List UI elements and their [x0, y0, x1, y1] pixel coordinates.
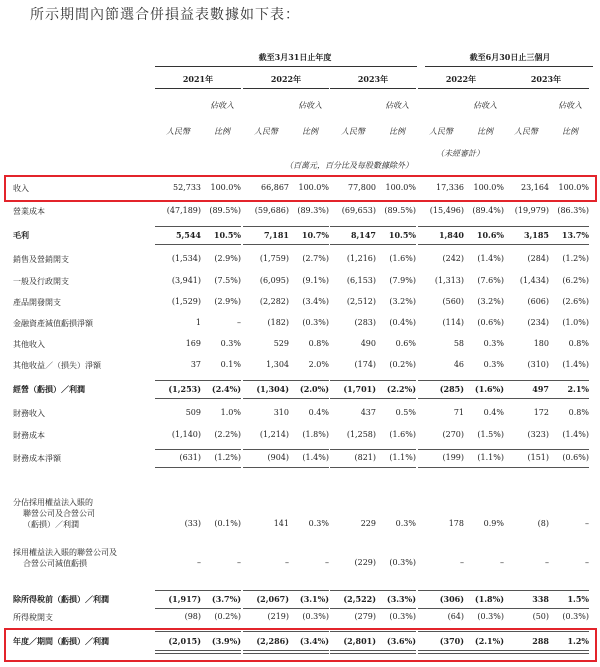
amount-cell: (1,214)	[259, 430, 289, 439]
table-row	[0, 594, 600, 609]
amount-cell: 169	[185, 339, 201, 348]
pct-cell: 100.0%	[473, 183, 504, 192]
pct-cell: (0.3%)	[302, 612, 329, 621]
amount-cell: (904)	[267, 453, 289, 462]
total-rule	[330, 467, 416, 468]
pct-cell: (86.3%)	[557, 206, 589, 215]
amount-cell: (2,512)	[346, 297, 376, 306]
amount-cell: (1,253)	[168, 384, 201, 394]
row-label: 其他收入	[13, 340, 45, 349]
pct-cell: (0.6%)	[562, 453, 589, 462]
total-rule	[503, 590, 589, 591]
total-rule	[243, 449, 329, 450]
table-row	[0, 206, 600, 221]
total-rule	[330, 244, 416, 245]
year-underline	[155, 88, 241, 89]
total-rule	[503, 398, 589, 399]
pct-cell: (1.6%)	[389, 254, 416, 263]
amount-cell: 338	[532, 594, 549, 604]
pct-cell: (2.7%)	[302, 254, 329, 263]
pct-cell: (3.2%)	[477, 297, 504, 306]
amount-cell: (6,095)	[259, 276, 289, 285]
total-rule	[418, 380, 504, 381]
col-header-pct-top: 佔收入	[558, 101, 582, 110]
pct-cell: (3.4%)	[299, 636, 329, 646]
amount-cell: 1	[195, 318, 201, 327]
row-label: 產品開發開支	[13, 298, 61, 307]
amount-cell: (47,189)	[166, 206, 201, 215]
col-header-rmb: 人民幣	[341, 127, 365, 136]
row-label: 採用權益法入賬的聯營公司及 合營公司減值虧損	[13, 548, 117, 568]
pct-cell: 100.0%	[558, 183, 589, 192]
col-header-pct-top: 佔收入	[473, 101, 497, 110]
pct-cell: (1.4%)	[562, 430, 589, 439]
pct-cell: (2.4%)	[211, 384, 241, 394]
amount-cell: 229	[360, 519, 376, 528]
row-label: 財務成本	[13, 431, 45, 440]
pct-cell: (2.1%)	[474, 636, 504, 646]
pct-cell: (1.6%)	[389, 430, 416, 439]
col-header-pct-top: 佔收入	[298, 101, 322, 110]
amount-cell: (1,258)	[346, 430, 376, 439]
row-label: 毛利	[13, 230, 29, 240]
total-rule	[503, 449, 589, 450]
pct-cell: (3.7%)	[211, 594, 241, 604]
pct-cell: –	[325, 558, 329, 567]
pct-cell: 0.9%	[483, 519, 504, 528]
total-rule	[243, 608, 329, 609]
pct-cell: 0.6%	[395, 339, 416, 348]
pct-cell: (0.2%)	[214, 612, 241, 621]
amount-cell: 288	[532, 636, 549, 646]
pct-cell: (0.3%)	[562, 612, 589, 621]
total-rule	[243, 244, 329, 245]
amount-cell: (631)	[179, 453, 201, 462]
pct-cell: 0.5%	[395, 408, 416, 417]
table-row	[0, 318, 600, 333]
total-rule	[243, 590, 329, 591]
total-rule	[155, 467, 241, 468]
amount-cell: (2,067)	[256, 594, 289, 604]
col-header-rmb: 人民幣	[166, 127, 190, 136]
amount-cell: (2,522)	[343, 594, 376, 604]
pct-cell: (7.6%)	[477, 276, 504, 285]
pct-cell: (1.4%)	[477, 254, 504, 263]
pct-cell: (6.2%)	[562, 276, 589, 285]
amount-cell: 8,147	[350, 230, 376, 240]
pct-cell: 10.6%	[476, 230, 504, 240]
pct-cell: (0.1%)	[214, 519, 241, 528]
highlight-profit-row	[4, 628, 597, 662]
total-rule	[503, 380, 589, 381]
pct-cell: (0.3%)	[389, 558, 416, 567]
amount-cell: (69,653)	[341, 206, 376, 215]
amount-cell: (2,286)	[256, 636, 289, 646]
pct-cell: (2.9%)	[214, 297, 241, 306]
highlight-revenue-row	[4, 175, 597, 202]
amount-cell: (2,801)	[343, 636, 376, 646]
total-rule	[330, 449, 416, 450]
amount-cell: (151)	[527, 453, 549, 462]
pct-cell: (0.2%)	[389, 360, 416, 369]
total-rule	[155, 608, 241, 609]
amount-cell: 66,867	[261, 183, 289, 192]
pct-cell: (3.3%)	[386, 594, 416, 604]
amount-cell: (1,917)	[168, 594, 201, 604]
amount-cell: (1,701)	[343, 384, 376, 394]
pct-cell: (89.5%)	[209, 206, 241, 215]
pct-cell: (0.4%)	[389, 318, 416, 327]
pct-cell: 0.3%	[483, 339, 504, 348]
pct-cell: 1.2%	[567, 636, 589, 646]
col-header-rmb: 人民幣	[429, 127, 453, 136]
pct-cell: (7.5%)	[214, 276, 241, 285]
pct-cell: 10.5%	[388, 230, 416, 240]
unit-note: （百萬元，百分比及每股數據除外）	[285, 161, 413, 170]
pct-cell: 0.3%	[308, 519, 329, 528]
total-rule	[503, 244, 589, 245]
amount-cell: 509	[185, 408, 201, 417]
pct-cell: –	[237, 558, 241, 567]
amount-cell: (6,153)	[346, 276, 376, 285]
pct-cell: (0.3%)	[302, 318, 329, 327]
pct-cell: 0.4%	[483, 408, 504, 417]
table-row	[0, 297, 600, 312]
pct-cell: (89.3%)	[297, 206, 329, 215]
amount-cell: 37	[190, 360, 201, 369]
table-row	[0, 254, 600, 269]
row-label: 金融資產減值虧損淨額	[13, 319, 93, 328]
pct-cell: (1.1%)	[389, 453, 416, 462]
table-row	[0, 498, 600, 534]
amount-cell: (2,015)	[168, 636, 201, 646]
amount-cell: (1,434)	[519, 276, 549, 285]
pct-cell: 100.0%	[385, 183, 416, 192]
row-label: 其他收益／（損失）淨額	[13, 361, 101, 370]
col-header-pct-top: 佔收入	[385, 101, 409, 110]
pct-cell: (7.9%)	[389, 276, 416, 285]
pct-cell: (3.6%)	[386, 636, 416, 646]
amount-cell: (270)	[442, 430, 464, 439]
year-underline	[243, 88, 329, 89]
pct-cell: 0.3%	[483, 360, 504, 369]
pct-cell: 1.5%	[567, 594, 589, 604]
row-label: 除所得稅前（虧損）／利潤	[13, 594, 109, 604]
table-row	[0, 453, 600, 468]
amount-cell: 172	[533, 408, 549, 417]
amount-cell: 77,800	[348, 183, 376, 192]
pct-cell: (1.2%)	[562, 254, 589, 263]
pct-cell: (3.1%)	[299, 594, 329, 604]
pct-cell: (2.2%)	[386, 384, 416, 394]
amount-cell: (560)	[442, 297, 464, 306]
year-header: 2023年	[530, 74, 562, 84]
row-label: 一般及行政開支	[13, 277, 69, 286]
total-rule	[330, 398, 416, 399]
total-rule	[418, 449, 504, 450]
pct-cell: (1.1%)	[477, 453, 504, 462]
pct-cell: –	[585, 558, 589, 567]
amount-cell: (1,313)	[434, 276, 464, 285]
amount-cell: 58	[453, 339, 464, 348]
pct-cell: (2.9%)	[214, 254, 241, 263]
total-rule	[418, 226, 504, 227]
pct-cell: 0.8%	[308, 339, 329, 348]
row-label: 營業成本	[13, 207, 45, 216]
amount-cell: 17,336	[436, 183, 464, 192]
col-header-pct-bottom: 比例	[477, 127, 493, 136]
amount-cell: (1,529)	[171, 297, 201, 306]
amount-cell: 1,840	[438, 230, 464, 240]
group-underline-half	[425, 66, 593, 67]
amount-cell: 46	[453, 360, 464, 369]
total-rule	[330, 590, 416, 591]
amount-cell: (283)	[354, 318, 376, 327]
amount-cell: (284)	[527, 254, 549, 263]
pct-cell: (3.2%)	[389, 297, 416, 306]
total-rule	[418, 590, 504, 591]
pct-cell: (0.3%)	[477, 612, 504, 621]
year-underline	[418, 88, 504, 89]
table-row	[0, 408, 600, 423]
table-row	[0, 230, 600, 245]
group-header-annual: 截至3月31日止年度	[258, 52, 332, 62]
total-rule	[155, 398, 241, 399]
amount-cell: (174)	[354, 360, 376, 369]
total-rule	[243, 467, 329, 468]
amount-cell: (2,282)	[259, 297, 289, 306]
table-row	[0, 360, 600, 375]
total-rule	[418, 608, 504, 609]
amount-cell: (1,304)	[256, 384, 289, 394]
pct-cell: (1.8%)	[302, 430, 329, 439]
pct-cell: 13.7%	[561, 230, 589, 240]
col-header-pct-top: 佔收入	[210, 101, 234, 110]
amount-cell: (3,941)	[171, 276, 201, 285]
amount-cell: 490	[360, 339, 376, 348]
pct-cell: (1.4%)	[302, 453, 329, 462]
amount-cell: (279)	[354, 612, 376, 621]
amount-cell: (64)	[447, 612, 464, 621]
table-row	[0, 339, 600, 354]
pct-cell: (2.2%)	[214, 430, 241, 439]
total-rule	[503, 226, 589, 227]
pct-cell: (3.9%)	[211, 636, 241, 646]
pct-cell: (1.6%)	[474, 384, 504, 394]
total-rule	[155, 380, 241, 381]
amount-cell: –	[285, 558, 289, 567]
pct-cell: –	[237, 318, 241, 327]
pct-cell: 100.0%	[298, 183, 329, 192]
amount-cell: 5,544	[175, 230, 201, 240]
amount-cell: 1,304	[266, 360, 289, 369]
pct-cell: (2.0%)	[299, 384, 329, 394]
pct-cell: 2.1%	[567, 384, 589, 394]
intro-text: 所示期間內節選合併損益表數據如下表：	[30, 7, 300, 23]
amount-cell: (15,496)	[429, 206, 464, 215]
pct-cell: 2.0%	[308, 360, 329, 369]
pct-cell: (1.5%)	[477, 430, 504, 439]
total-rule	[330, 608, 416, 609]
row-label: 年度／期間（虧損）／利潤	[13, 636, 109, 646]
amount-cell: (606)	[527, 297, 549, 306]
total-rule	[243, 380, 329, 381]
row-label: 財務收入	[13, 409, 45, 418]
pct-cell: (9.1%)	[302, 276, 329, 285]
pct-cell: (89.5%)	[384, 206, 416, 215]
pct-cell: 1.0%	[220, 408, 241, 417]
pct-cell: 0.8%	[568, 339, 589, 348]
amount-cell: (370)	[439, 636, 464, 646]
pct-cell: (1.8%)	[474, 594, 504, 604]
amount-cell: (8)	[537, 519, 549, 528]
amount-cell: (199)	[442, 453, 464, 462]
pct-cell: 0.1%	[220, 360, 241, 369]
amount-cell: 23,164	[521, 183, 549, 192]
year-header: 2023年	[357, 74, 389, 84]
pct-cell: 0.4%	[308, 408, 329, 417]
total-rule	[155, 226, 241, 227]
amount-cell: 310	[273, 408, 289, 417]
year-underline	[330, 88, 416, 89]
pct-cell: 10.7%	[301, 230, 329, 240]
amount-cell: (242)	[442, 254, 464, 263]
amount-cell: 529	[273, 339, 289, 348]
amount-cell: 497	[532, 384, 549, 394]
amount-cell: (1,216)	[346, 254, 376, 263]
total-rule	[418, 467, 504, 468]
pct-cell: –	[500, 558, 504, 567]
row-label: 經營（虧損）／利潤	[13, 384, 85, 394]
table-row	[0, 384, 600, 399]
amount-cell: –	[460, 558, 464, 567]
year-header: 2021年	[182, 74, 214, 84]
group-header-half: 截至6月30日止三個月	[469, 52, 551, 62]
table-row	[0, 430, 600, 445]
pct-cell: (0.3%)	[389, 612, 416, 621]
total-rule	[503, 467, 589, 468]
amount-cell: (59,686)	[254, 206, 289, 215]
amount-cell: –	[197, 558, 201, 567]
col-header-pct-bottom: 比例	[302, 127, 318, 136]
total-rule	[155, 244, 241, 245]
amount-cell: (19,979)	[514, 206, 549, 215]
amount-cell: 52,733	[173, 183, 201, 192]
col-header-rmb: 人民幣	[514, 127, 538, 136]
amount-cell: (285)	[439, 384, 464, 394]
row-label: 收入	[13, 184, 29, 193]
col-header-pct-bottom: 比例	[214, 127, 230, 136]
year-underline	[503, 88, 589, 89]
amount-cell: 178	[448, 519, 464, 528]
table-row	[0, 276, 600, 291]
amount-cell: (50)	[532, 612, 549, 621]
amount-cell: (98)	[184, 612, 201, 621]
total-rule	[418, 398, 504, 399]
amount-cell: (306)	[439, 594, 464, 604]
amount-cell: (182)	[267, 318, 289, 327]
pct-cell: (3.4%)	[302, 297, 329, 306]
total-rule	[330, 380, 416, 381]
pct-cell: (0.6%)	[477, 318, 504, 327]
total-rule	[155, 449, 241, 450]
amount-cell: (1,534)	[171, 254, 201, 263]
amount-cell: (219)	[267, 612, 289, 621]
col-header-pct-bottom: 比例	[389, 127, 405, 136]
pct-cell: 0.8%	[568, 408, 589, 417]
amount-cell: (323)	[527, 430, 549, 439]
pct-cell: (1.2%)	[214, 453, 241, 462]
amount-cell: (1,759)	[259, 254, 289, 263]
amount-cell: (33)	[184, 519, 201, 528]
pct-cell: (1.0%)	[562, 318, 589, 327]
amount-cell: 437	[360, 408, 376, 417]
year-header: 2022年	[270, 74, 302, 84]
amount-cell: (1,140)	[171, 430, 201, 439]
amount-cell: 3,185	[523, 230, 549, 240]
row-label: 所得稅開支	[13, 613, 53, 622]
row-label: 財務成本淨額	[13, 454, 61, 463]
group-underline-annual	[155, 66, 417, 67]
total-rule	[243, 226, 329, 227]
pct-cell: 0.3%	[395, 519, 416, 528]
amount-cell: 7,181	[263, 230, 289, 240]
amount-cell: 180	[533, 339, 549, 348]
amount-cell: –	[545, 558, 549, 567]
total-rule	[330, 226, 416, 227]
row-label: 分佔採用權益法入賬的 聯營公司及合營公司 （虧損）／利潤	[13, 498, 95, 529]
pct-cell: 10.5%	[213, 230, 241, 240]
total-rule	[503, 608, 589, 609]
total-rule	[155, 590, 241, 591]
col-header-pct-bottom: 比例	[562, 127, 578, 136]
col-header-rmb: 人民幣	[254, 127, 278, 136]
pct-cell: (89.4%)	[472, 206, 504, 215]
amount-cell: (114)	[442, 318, 464, 327]
row-label: 銷售及營銷開支	[13, 255, 69, 264]
amount-cell: (229)	[354, 558, 376, 567]
pct-cell: –	[585, 519, 589, 528]
pct-cell: 100.0%	[210, 183, 241, 192]
total-rule	[418, 244, 504, 245]
table-row	[0, 612, 600, 627]
amount-cell: 141	[273, 519, 289, 528]
amount-cell: (821)	[354, 453, 376, 462]
year-header: 2022年	[445, 74, 477, 84]
amount-cell: 71	[453, 408, 464, 417]
total-rule	[243, 398, 329, 399]
unaudited-note: （未經審計）	[436, 149, 484, 158]
pct-cell: (2.6%)	[562, 297, 589, 306]
amount-cell: (310)	[527, 360, 549, 369]
table-row	[0, 548, 600, 573]
pct-cell: (1.4%)	[562, 360, 589, 369]
amount-cell: (234)	[527, 318, 549, 327]
pct-cell: 0.3%	[220, 339, 241, 348]
